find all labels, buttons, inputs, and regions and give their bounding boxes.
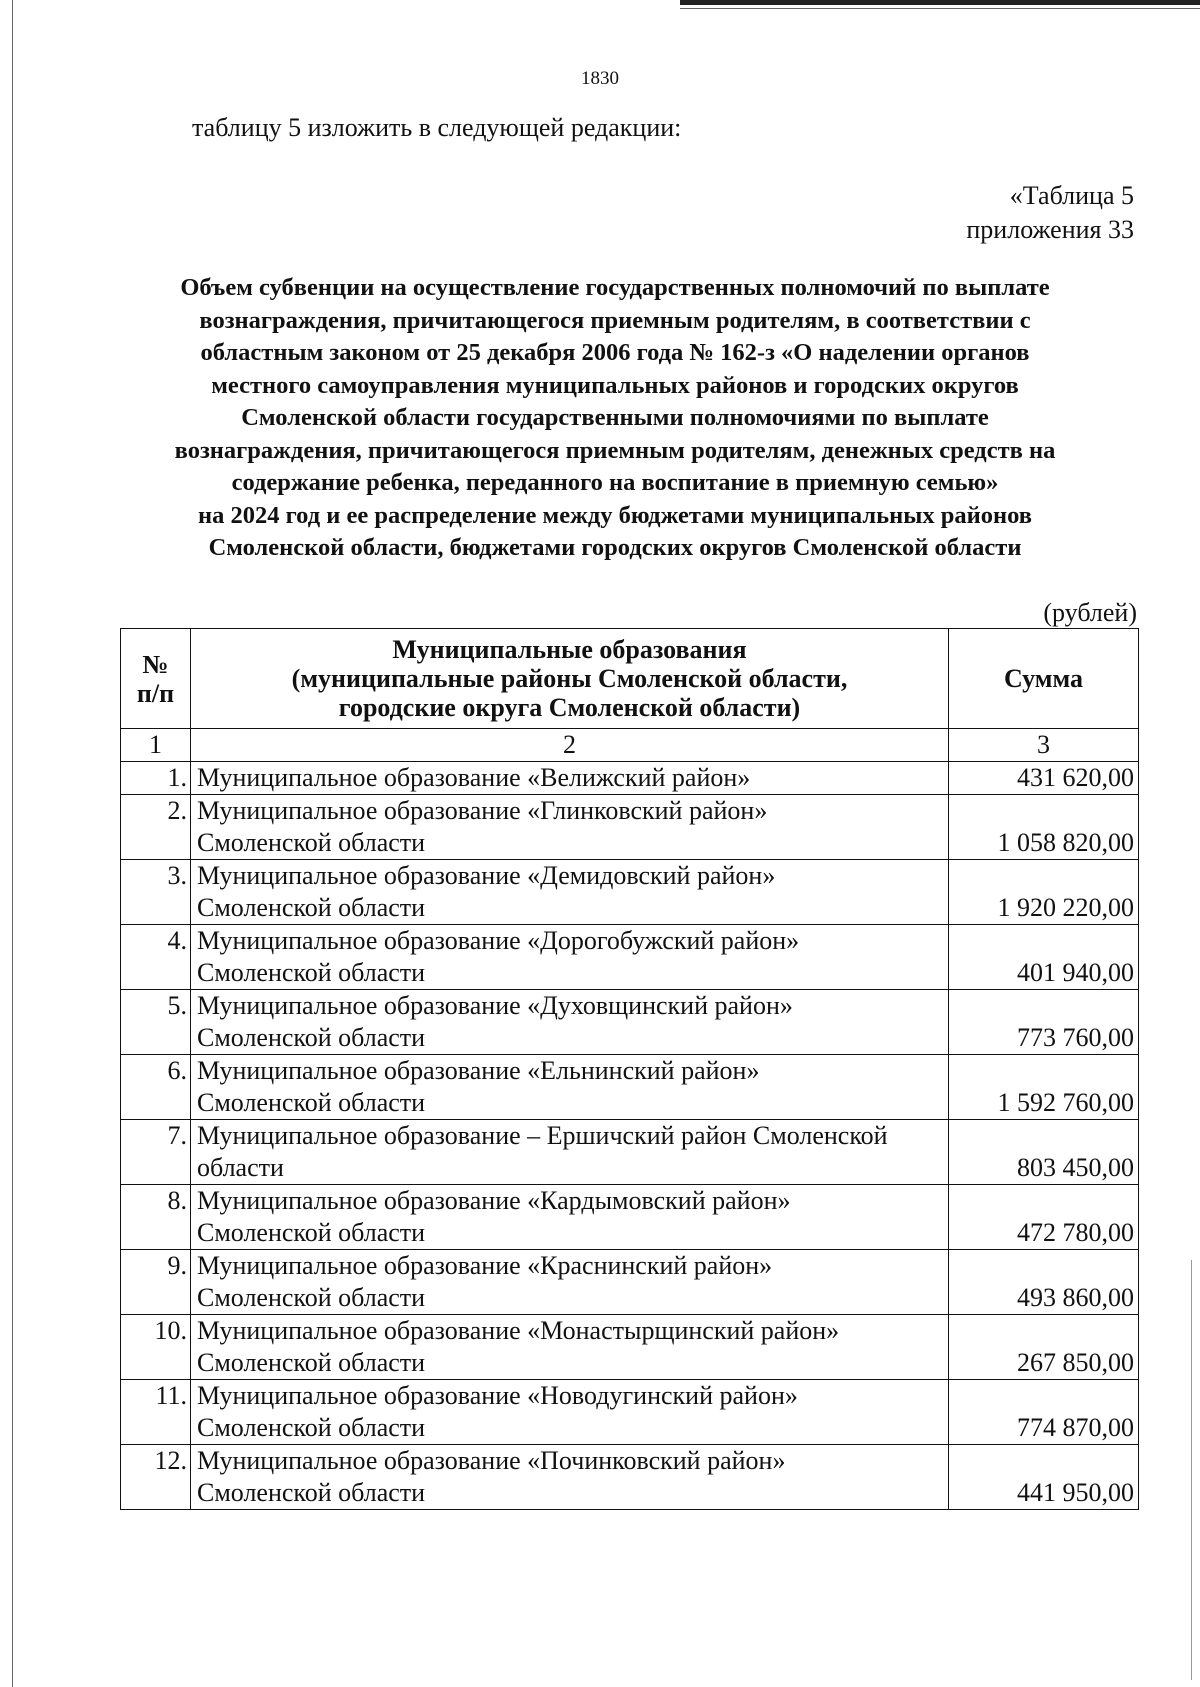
table-header-row xyxy=(121,629,1139,729)
municipality-name: Муниципальное образование «Починковский район» Смоленской области xyxy=(191,1445,949,1510)
row-number: 9. xyxy=(121,1250,191,1315)
row-number: 4. xyxy=(121,925,191,990)
row-sum: 774 870,00 xyxy=(949,1380,1139,1445)
row-sum: 472 780,00 xyxy=(949,1185,1139,1250)
row-sum: 493 860,00 xyxy=(949,1250,1139,1315)
title-line: Смоленской области государственными полномочиями по выплате xyxy=(241,404,989,431)
municipality-name: Муниципальное образование «Велижский район» xyxy=(191,762,949,795)
row-sum: 803 450,00 xyxy=(949,1120,1139,1185)
title-line: местного самоуправления муниципальных районов и городских округов xyxy=(211,371,1019,399)
title-line: Смоленской области, бюджетами городских округов Смоленской области xyxy=(208,534,1022,561)
subvention-table xyxy=(120,628,1139,1510)
document-title xyxy=(95,272,1135,565)
row-number: 11. xyxy=(121,1380,191,1445)
title-line: вознаграждения, причитающегося приемным родителям, в соответствии с xyxy=(199,306,1031,334)
table-row xyxy=(121,795,1139,860)
table-row xyxy=(121,1185,1139,1250)
row-number: 6. xyxy=(121,1055,191,1120)
table-reference xyxy=(966,179,1134,247)
row-number: 1. xyxy=(121,762,191,795)
scan-edge-line xyxy=(680,0,1200,5)
row-sum: 773 760,00 xyxy=(949,990,1139,1055)
table-row xyxy=(121,1315,1139,1380)
municipality-name: Муниципальное образование «Монастырщинский район» Смоленской области xyxy=(191,1315,949,1380)
municipality-name: Муниципальное образование «Краснинский район» Смоленской области xyxy=(191,1250,949,1315)
scan-edge-line xyxy=(1191,1260,1192,1680)
title-line: содержание ребенка, переданного на воспитание в приемную семью» xyxy=(231,469,999,496)
title-line: вознаграждения, причитающегося приемным родителям, денежных средств на xyxy=(174,436,1056,464)
units-label: (рублей) xyxy=(1043,598,1137,627)
scan-edge-line xyxy=(12,0,13,1687)
row-sum: 441 950,00 xyxy=(949,1445,1139,1510)
header-sum: Сумма xyxy=(949,629,1139,729)
header-municipality: Муниципальные образования (муниципальные районы Смоленской области, городские округа Смоленской области) xyxy=(191,629,949,729)
table-row xyxy=(121,990,1139,1055)
title-line: областным законом от 25 декабря 2006 года № 162-з «О наделении органов xyxy=(200,339,1030,366)
row-number: 2. xyxy=(121,795,191,860)
table-row xyxy=(121,1250,1139,1315)
table-row xyxy=(121,925,1139,990)
municipality-name: Муниципальное образование «Новодугинский район» Смоленской области xyxy=(191,1380,949,1445)
title-line: на 2024 год и ее распределение между бюджетами муниципальных районов xyxy=(198,501,1032,529)
table-row xyxy=(121,860,1139,925)
scan-edge-line xyxy=(680,8,1200,9)
municipality-name: Муниципальное образование – Ершичский район Смоленской области xyxy=(191,1120,949,1185)
row-sum: 1 592 760,00 xyxy=(949,1055,1139,1120)
row-number: 12. xyxy=(121,1445,191,1510)
table-row xyxy=(121,1380,1139,1445)
page-number: 1830 xyxy=(581,68,619,89)
column-number: 1 xyxy=(121,729,191,762)
table-row xyxy=(121,1120,1139,1185)
row-number: 10. xyxy=(121,1315,191,1380)
row-sum: 1 920 220,00 xyxy=(949,860,1139,925)
title-line: Объем субвенции на осуществление государственных полномочий по выплате xyxy=(180,274,1050,301)
municipality-name: Муниципальное образование «Демидовский район» Смоленской области xyxy=(191,860,949,925)
header-no: № п/п xyxy=(121,629,191,729)
municipality-name: Муниципальное образование «Кардымовский район» Смоленской области xyxy=(191,1185,949,1250)
table-row xyxy=(121,762,1139,795)
row-number: 3. xyxy=(121,860,191,925)
row-number: 5. xyxy=(121,990,191,1055)
table-reference-line: приложения 33 xyxy=(966,215,1134,244)
row-sum: 1 058 820,00 xyxy=(949,795,1139,860)
row-sum: 431 620,00 xyxy=(949,762,1139,795)
table-reference-line: «Таблица 5 xyxy=(1009,181,1134,210)
municipality-name: Муниципальное образование «Глинковский район» Смоленской области xyxy=(191,795,949,860)
row-number: 8. xyxy=(121,1185,191,1250)
municipality-name: Муниципальное образование «Дорогобужский район» Смоленской области xyxy=(191,925,949,990)
municipality-name: Муниципальное образование «Ельнинский район» Смоленской области xyxy=(191,1055,949,1120)
column-number: 2 xyxy=(191,729,949,762)
row-sum: 267 850,00 xyxy=(949,1315,1139,1380)
column-number: 3 xyxy=(949,729,1139,762)
table-row xyxy=(121,1445,1139,1510)
intro-text: таблицу 5 изложить в следующей редакции: xyxy=(192,113,682,142)
row-number: 7. xyxy=(121,1120,191,1185)
table-row xyxy=(121,1055,1139,1120)
row-sum: 401 940,00 xyxy=(949,925,1139,990)
column-number-row xyxy=(121,729,1139,762)
municipality-name: Муниципальное образование «Духовщинский район» Смоленской области xyxy=(191,990,949,1055)
